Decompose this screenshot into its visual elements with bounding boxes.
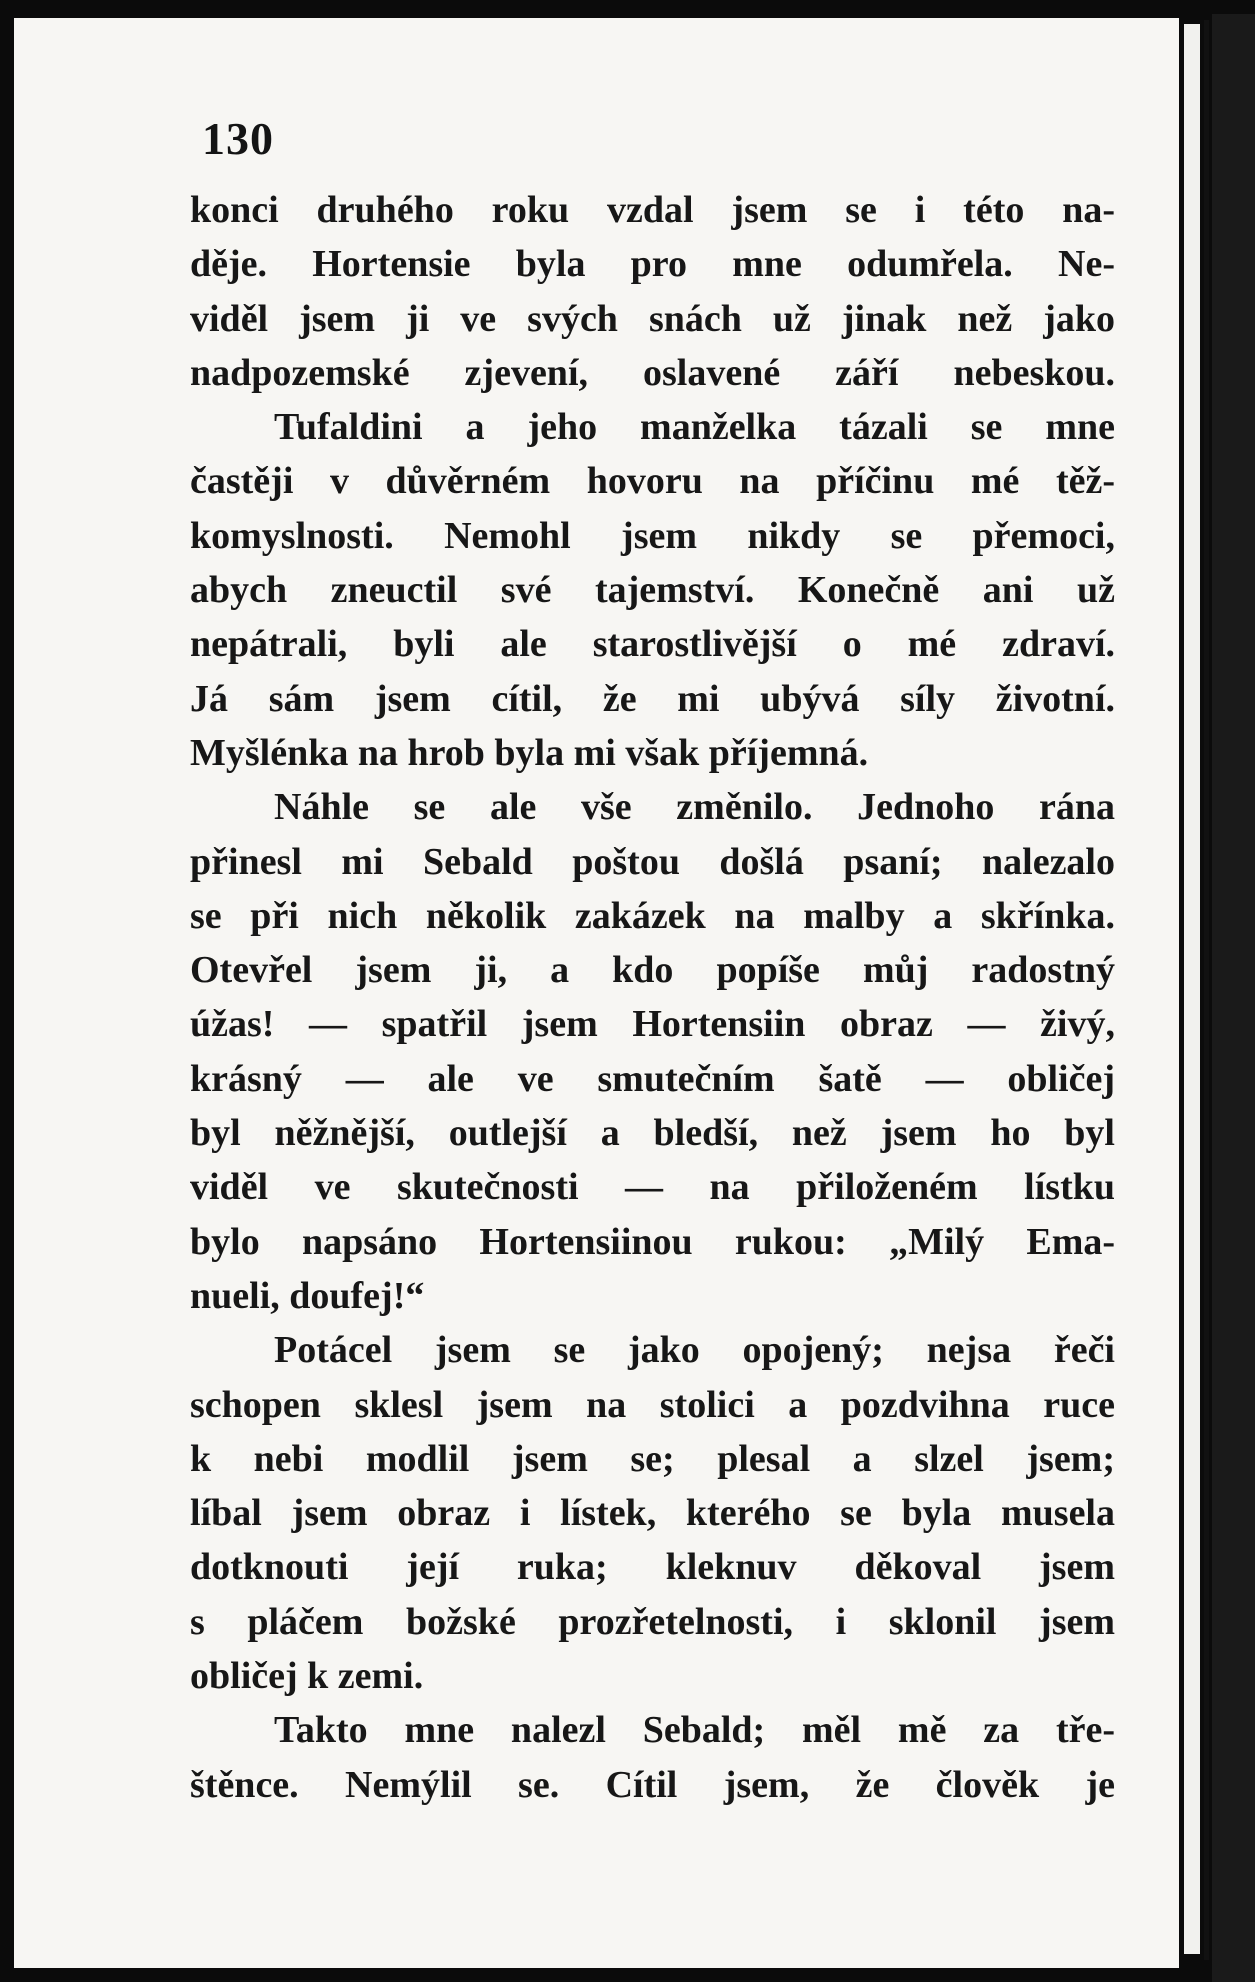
text-line: se při nich několik zakázek na malby a skřínka.	[190, 894, 1115, 937]
text-line: krásný — ale ve smutečním šatě — obličej	[190, 1057, 1115, 1100]
text-line: viděl jsem ji ve svých snách už jinak než jako	[190, 297, 1115, 340]
text-line: Tufaldini a jeho manželka tázali se mne	[274, 406, 1115, 449]
scan-background-strip	[1212, 14, 1255, 1982]
page-number: 130	[202, 113, 274, 164]
text-line: k nebi modlil jsem se; plesal a slzel jsem;	[190, 1437, 1115, 1480]
text-line: nadpozemské zjevení, oslavené září nebeskou.	[190, 351, 1115, 394]
text-line: děje. Hortensie byla pro mne odumřela. Ne-	[190, 243, 1115, 286]
text-line: komyslnosti. Nemohl jsem nikdy se přemoci,	[190, 514, 1115, 557]
body-text	[190, 183, 1115, 1812]
text-line: schopen sklesl jsem na stolici a pozdvihna ruce	[190, 1383, 1115, 1426]
text-line: obličej k zemi.	[190, 1655, 424, 1698]
text-line: dotknouti její ruka; kleknuv děkoval jsem	[190, 1546, 1115, 1589]
text-line: nueli, doufej!“	[190, 1274, 425, 1317]
text-line: Potácel jsem se jako opojený; nejsa řeči	[274, 1329, 1115, 1372]
text-line: přinesl mi Sebald poštou došlá psaní; nalezalo	[190, 840, 1115, 883]
text-line: líbal jsem obraz i lístek, kterého se byla musela	[190, 1492, 1115, 1535]
text-line: štěnce. Nemýlil se. Cítil jsem, že člověk je	[190, 1763, 1115, 1806]
text-line: Náhle se ale vše změnilo. Jednoho rána	[274, 786, 1115, 829]
text-line: Otevřel jsem ji, a kdo popíše můj radostný	[190, 949, 1115, 992]
text-line: Myšlénka na hrob byla mi však příjemná.	[190, 731, 869, 774]
text-line: byl něžnější, outlejší a bledší, než jsem ho byl	[190, 1112, 1115, 1155]
text-line: Takto mne nalezl Sebald; měl mě za tře-	[274, 1709, 1115, 1752]
text-line: nepátrali, byli ale starostlivější o mé zdraví.	[190, 623, 1115, 666]
text-line: Já sám jsem cítil, že mi ubývá síly životní.	[190, 677, 1115, 720]
text-line: viděl ve skutečnosti — na přiloženém lístku	[190, 1166, 1115, 1209]
text-line: úžas! — spatřil jsem Hortensiin obraz — živý,	[190, 1003, 1115, 1046]
text-line: s pláčem božské prozřetelnosti, i sklonil jsem	[190, 1600, 1115, 1643]
text-line: konci druhého roku vzdal jsem se i této na-	[190, 189, 1115, 231]
page-edge	[1184, 24, 1200, 1954]
text-line: abych zneuctil své tajemství. Konečně ani už	[190, 569, 1115, 612]
text-line: častěji v důvěrném hovoru na příčinu mé těž-	[190, 460, 1115, 503]
page-border-line	[1204, 20, 1209, 1960]
text-line: bylo napsáno Hortensiinou rukou: „Milý Ema-	[190, 1220, 1115, 1263]
